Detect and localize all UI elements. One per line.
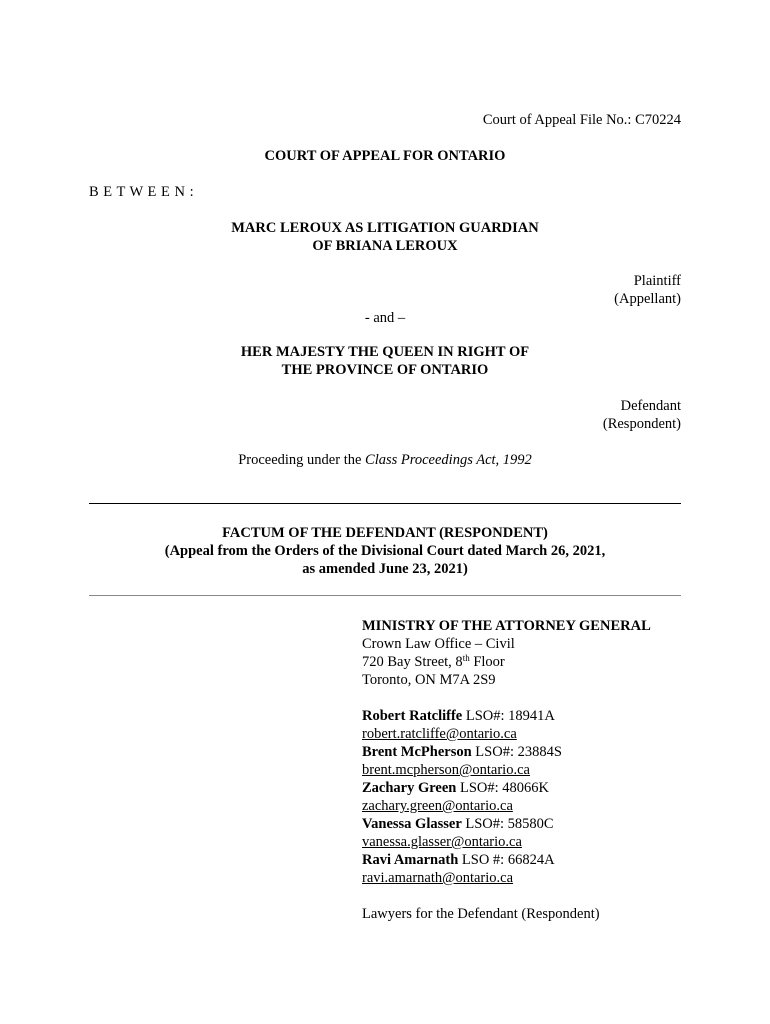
defendant-name-line-1: HER MAJESTY THE QUEEN IN RIGHT OF — [240, 344, 530, 360]
lawyer-email-link[interactable]: ravi.amarnath@ontario.ca — [362, 870, 514, 886]
lawyer-lso: LSO#: 18941A — [462, 708, 555, 724]
lawyer-entry — [362, 743, 651, 761]
lawyer-name: Ravi Amarnath — [362, 852, 459, 868]
lawyer-lso: LSO #: 66824A — [458, 852, 555, 868]
lawyer-name: Zachary Green — [362, 780, 457, 796]
lawyer-name: Robert Ratcliffe — [362, 708, 463, 724]
plaintiff-role: Plaintiff — [633, 273, 681, 289]
between-label: B E T W E E N : — [89, 184, 195, 200]
defendant-role-respondent: (Respondent) — [602, 416, 681, 432]
proceeding-line — [0, 451, 770, 469]
lawyer-email-link[interactable]: brent.mcpherson@ontario.ca — [362, 762, 530, 778]
lawyer-lso: LSO#: 48066K — [456, 780, 550, 796]
proceeding-act: Class Proceedings Act, 1992 — [365, 452, 532, 468]
factum-subtitle-line-2: as amended June 23, 2021) — [302, 561, 468, 577]
counsel-block — [362, 617, 651, 923]
plaintiff-role-appellant: (Appellant) — [614, 291, 681, 307]
lawyer-entry — [362, 851, 651, 869]
factum-title: FACTUM OF THE DEFENDANT (RESPONDENT) — [222, 525, 548, 541]
ministry-name: MINISTRY OF THE ATTORNEY GENERAL — [362, 618, 651, 634]
file-number: Court of Appeal File No.: C70224 — [482, 112, 681, 128]
defendant-name-line-2: THE PROVINCE OF ONTARIO — [281, 362, 489, 378]
lawyer-email-link[interactable]: robert.ratcliffe@ontario.ca — [362, 726, 517, 742]
lawyers-for-label: Lawyers for the Defendant (Respondent) — [362, 906, 600, 922]
top-divider — [89, 503, 681, 504]
lawyer-entry — [362, 815, 651, 833]
lawyer-lso: LSO#: 23884S — [471, 744, 562, 760]
court-name: COURT OF APPEAL FOR ONTARIO — [264, 148, 506, 164]
proceeding-prefix: Proceeding under the — [238, 452, 366, 468]
plaintiff-name-line-1: MARC LEROUX AS LITIGATION GUARDIAN — [231, 220, 539, 236]
lawyer-name: Vanessa Glasser — [362, 816, 462, 832]
defendant-role: Defendant — [620, 398, 681, 414]
factum-subtitle-line-1: (Appeal from the Orders of the Divisional Court dated March 26, 2021, — [164, 543, 606, 559]
address-city: Toronto, ON M7A 2S9 — [362, 672, 496, 688]
lawyer-lso: LSO#: 58580C — [461, 816, 554, 832]
office-name: Crown Law Office – Civil — [362, 636, 515, 652]
lawyer-email-link[interactable]: vanessa.glasser@ontario.ca — [362, 834, 522, 850]
plaintiff-name-line-2: OF BRIANA LEROUX — [312, 238, 458, 254]
lawyer-entry — [362, 779, 651, 797]
lawyer-name: Brent McPherson — [362, 744, 472, 760]
bottom-divider — [89, 595, 681, 596]
address-street: 720 Bay Street, 8th Floor — [362, 653, 505, 670]
lawyer-email-link[interactable]: zachary.green@ontario.ca — [362, 798, 513, 814]
and-separator: - and – — [364, 310, 406, 326]
lawyer-entry — [362, 707, 651, 725]
